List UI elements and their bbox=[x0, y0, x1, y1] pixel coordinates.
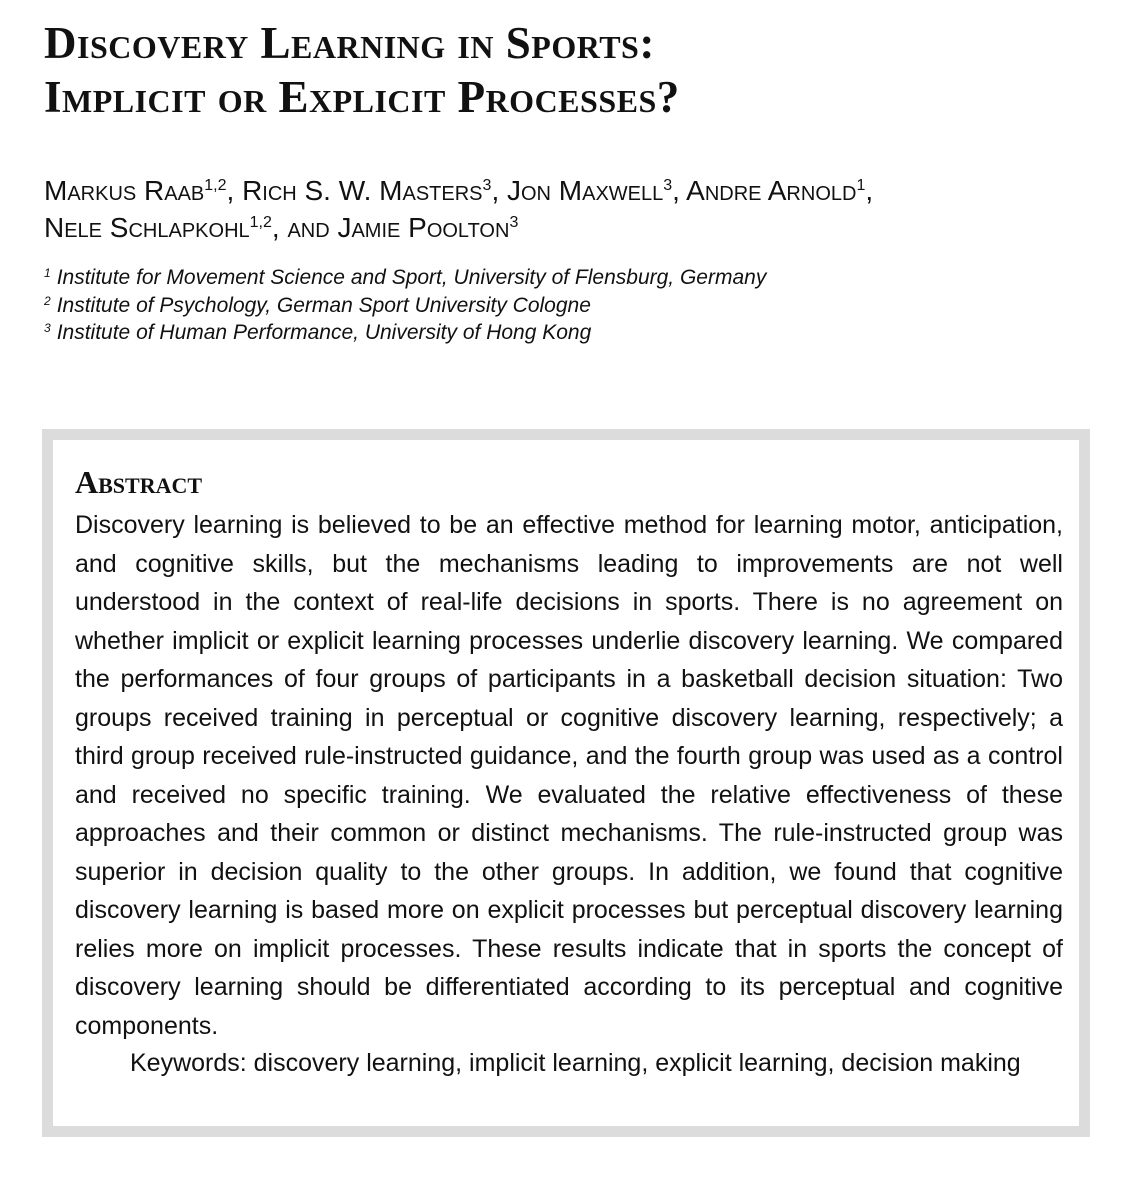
author-name: Andre Arnold bbox=[686, 175, 857, 206]
author-affiliation-mark: 3 bbox=[482, 177, 492, 194]
author-name: Jamie Poolton bbox=[337, 212, 510, 243]
affiliation-text: Institute of Human Performance, University of Hong Kong bbox=[56, 321, 592, 344]
author-line-2 bbox=[44, 209, 1104, 246]
abstract-text: Discovery learning is believed to be an effective method for learning motor, anticipation, and cognitive skills, but the mechanisms leading to improvements are not well understood in the context of real-life decisions in sports. There is no agreement on whether implicit or explicit learning processes underlie discovery learning. We compared the performances of four groups of participants in a basketball decision situation: Two groups received training in perceptual or cognitive discovery learning, respectively; a third group received rule-instructed guidance, and the fourth group was used as a control and received no specific training. We evaluated the relative effectiveness of these approaches and their common or distinct mechanisms. The rule-instructed group was superior in decision quality to the other groups. In addition, we found that cognitive discovery learning is based more on explicit processes but perceptual discovery learning relies more on implicit processes. These results indicate that in sports the concept of discovery learning should be differentiated according to its perceptual and cognitive components. bbox=[75, 511, 1063, 1040]
abstract-heading: Abstract bbox=[75, 464, 203, 500]
author-separator: , and bbox=[271, 212, 338, 243]
paper-title-line-2: Implicit or Explicit Processes? bbox=[44, 72, 680, 122]
affiliation-number: 2 bbox=[44, 293, 51, 308]
paper-title bbox=[44, 16, 1104, 124]
author-affiliation-mark: 3 bbox=[509, 214, 519, 231]
affiliation-number: 3 bbox=[44, 321, 51, 335]
affiliation-list bbox=[44, 264, 1104, 347]
affiliation-text: Institute of Psychology, German Sport University Cologne bbox=[56, 293, 591, 317]
affiliation-number: 1 bbox=[44, 266, 51, 280]
keywords: Keywords: discovery learning, implicit learning, explicit learning, decision making bbox=[130, 1049, 1021, 1077]
author-affiliation-mark: 1,2 bbox=[249, 214, 272, 231]
affiliation-item bbox=[44, 319, 1104, 347]
author-affiliation-mark: 1,2 bbox=[204, 177, 227, 194]
affiliation-item bbox=[44, 292, 1104, 320]
paper-title-line-1: Discovery Learning in Sports: bbox=[44, 18, 655, 68]
author-name: Nele Schlapkohl bbox=[44, 212, 250, 243]
author-affiliation-mark: 3 bbox=[663, 177, 673, 194]
author-name: Rich S. W. Masters bbox=[242, 175, 483, 206]
affiliation-text: Institute for Movement Science and Sport, University of Flensburg, Germany bbox=[56, 266, 767, 289]
author-separator: , bbox=[491, 175, 507, 206]
author-separator: , bbox=[226, 175, 243, 206]
author-name: Jon Maxwell bbox=[507, 175, 664, 206]
author-separator: , bbox=[672, 175, 687, 206]
author-list bbox=[44, 172, 1104, 246]
affiliation-item bbox=[44, 264, 1104, 292]
author-separator: , bbox=[865, 175, 874, 206]
author-affiliation-mark: 1 bbox=[856, 177, 866, 194]
author-line-1 bbox=[44, 172, 1104, 209]
author-name: Markus Raab bbox=[44, 175, 205, 206]
abstract-box bbox=[42, 429, 1090, 1137]
